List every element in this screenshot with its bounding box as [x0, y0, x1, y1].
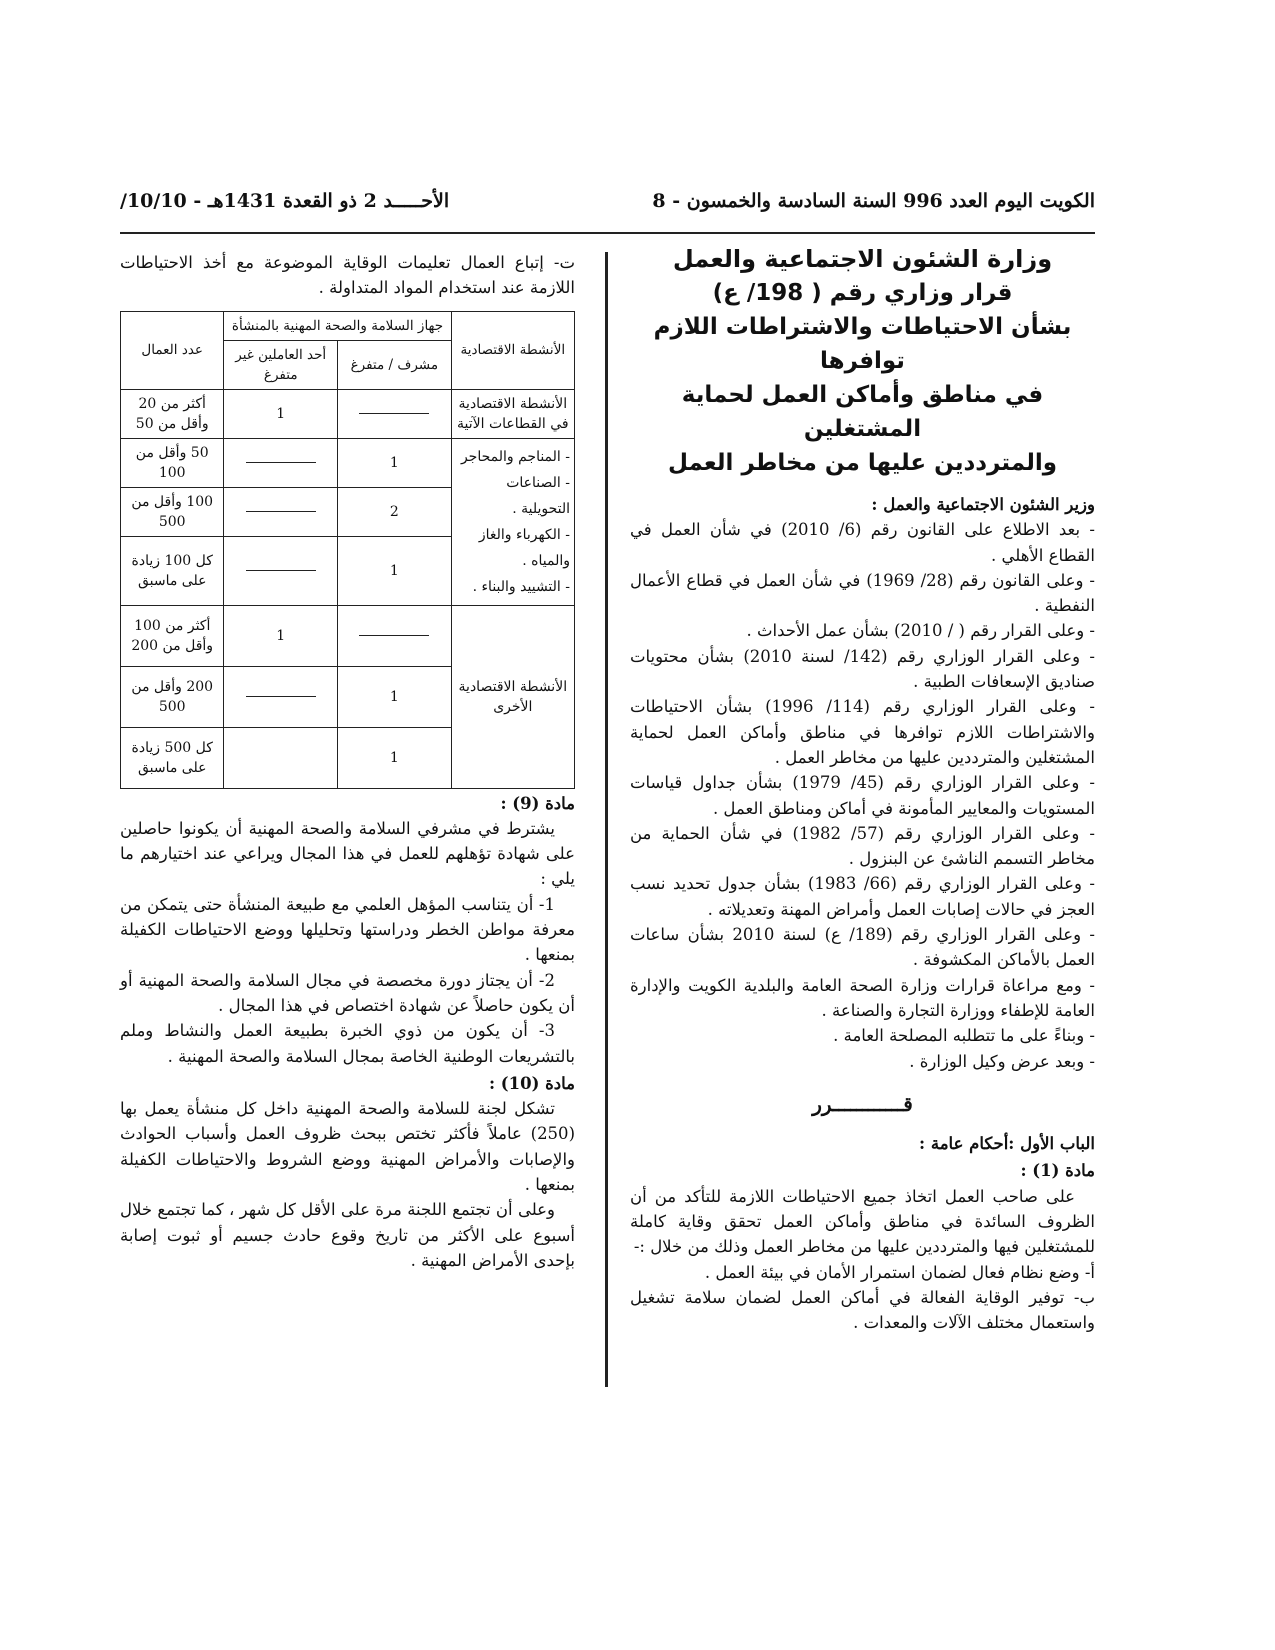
item-t: ت- إتباع العمال تعليمات الوقاية الموضوعة مع أخذ الاحتياطات اللازمة عند استخدام المواد المتداولة . — [120, 253, 575, 298]
table-row — [121, 389, 575, 438]
header-rule — [120, 232, 1095, 234]
empty-dash — [246, 696, 316, 697]
cell-worker — [224, 536, 338, 605]
preamble-item: - وعلى القرار الوزاري رقم (114/ 1996) بشأن الاحتياطات والاشتراطات اللازم توافرها في مناطق وأماكن العمل لحماية المشتغلين والمترددين عليها من مخاطر العمل . — [630, 697, 1095, 767]
minister-line: وزير الشئون الاجتماعية والعمل : — [871, 495, 1095, 514]
empty-dash — [246, 570, 316, 571]
issue-date: الأحـــــد 2 ذو القعدة 1431هـ - 10/10/ — [120, 190, 450, 212]
preamble-item: - بعد الاطلاع على القانون رقم (6/ 2010) في شأن العمل في القطاع الأهلي . — [630, 520, 1095, 565]
cell-worker — [224, 666, 338, 727]
article-1-heading: مادة (1) : — [1020, 1161, 1095, 1181]
column-divider — [605, 252, 608, 1387]
cell-supervisor: 1 — [338, 727, 452, 788]
issue-info: الكويت اليوم العدد 996 السنة السادسة والخمسون - 8 — [652, 190, 1095, 212]
decree-number: قرار وزاري رقم ( 198/ ع) — [712, 280, 1013, 306]
th-workers-count: عدد العمال — [121, 311, 224, 389]
th-osh-group: جهاز السلامة والصحة المهنية بالمنشأة — [224, 311, 451, 340]
sector-item: - الكهرباء والغاز والمياه . — [478, 526, 570, 569]
decree-subject-line: بشأن الاحتياطات والاشتراطات اللازم توافرها — [653, 314, 1072, 374]
article-9-heading: مادة (9) : — [500, 793, 575, 813]
preamble-item: - وعلى القانون رقم (28/ 1969) في شأن العمل في قطاع الأعمال النفطية . — [630, 570, 1096, 616]
left-column — [120, 250, 575, 1273]
cell-workers: 50 وأقل من 100 — [121, 438, 224, 487]
page-header — [120, 190, 1095, 224]
preamble-item: - وبناءً على ما تتطلبه المصلحة العامة . — [833, 1026, 1095, 1046]
article-1-item: أ- وضع نظام فعال لضمان استمرار الأمان في بيئة العمل . — [704, 1262, 1095, 1282]
article-1-text: على صاحب العمل اتخاذ جميع الاحتياطات اللازمة للتأكد من أن الظروف السائدة في مناطق وأماكن العمل تحقق وقاية كاملة للمشتغلين فيها والمترددين عليها من مخاطر العمل وذلك من خلال :- — [630, 1186, 1095, 1257]
cell-supervisor — [338, 605, 452, 666]
cell-workers: كل 100 زيادة على ماسبق — [121, 536, 224, 605]
th-worker: أحد العاملين غير متفرغ — [224, 340, 338, 389]
cell-workers: 100 وأقل من 500 — [121, 487, 224, 536]
article-9-item: 3- أن يكون من ذوي الخبرة بطبيعة العمل والنشاط وملم بالتشريعات الوطنية الخاصة بمجال السلامة والصحة المهنية . — [120, 1021, 575, 1066]
cell-worker: 1 — [224, 605, 338, 666]
cell-worker — [224, 727, 338, 788]
cell-supervisor: 2 — [338, 487, 452, 536]
ministry-name: وزارة الشئون الاجتماعية والعمل — [672, 245, 1053, 273]
article-10-heading: مادة (10) : — [488, 1073, 575, 1093]
article-9-intro: يشترط في مشرفي السلامة والصحة المهنية أن يكونوا حاصلين على شهادة تؤهلهم للعمل في هذا المجال ويراعي عند اختيارهم ما يلي : — [120, 818, 575, 889]
cell-supervisor — [338, 389, 452, 438]
article-9-item: 1- أن يتناسب المؤهل العلمي مع طبيعة المنشأة حتى يتمكن من معرفة مواطن الخطر ودراستها وتحليلها ووضع الاحتياطات الكفيلة بمنعها . — [120, 894, 575, 965]
decision-heading: قــــــــــــرر — [812, 1091, 913, 1116]
empty-dash — [359, 413, 429, 414]
preamble-item: - وعلى القرار الوزاري رقم (142/ لسنة 2010) بشأن محتويات صناديق الإسعافات الطبية . — [630, 646, 1095, 692]
article-10-para: وعلى أن تجتمع اللجنة مرة على الأقل كل شهر ، كما تجتمع خلال أسبوع على الأكثر من تاريخ وقوع حادث جسيم أو ثبوت إصابة بإحدى الأمراض المهنية . — [120, 1200, 575, 1270]
preamble-item: - ومع مراعاة قرارات وزارة الصحة العامة والبلدية الكويت والإدارة العامة للإطفاء ووزارة التجارة والصناعة . — [630, 975, 1095, 1020]
group2-label: الأنشطة الاقتصادية الأخرى — [451, 605, 574, 788]
empty-dash — [246, 511, 316, 512]
cell-supervisor: 1 — [338, 536, 452, 605]
article-9-item: 2- أن يجتاز دورة مخصصة في مجال السلامة والصحة المهنية أو أن يكون حاصلاً عن شهادة اختصاص في هذا المجال . — [120, 970, 575, 1015]
cell-workers: 200 وأقل من 500 — [121, 666, 224, 727]
preamble-item: - وعلى القرار الوزاري رقم (189/ ع) لسنة 2010 بشأن ساعات العمل بالأماكن المكشوفة . — [630, 925, 1095, 970]
th-supervisor: مشرف / متفرغ — [338, 340, 452, 389]
decree-title — [630, 242, 1095, 480]
right-column — [630, 242, 1095, 1336]
group1-label: الأنشطة الاقتصادية في القطاعات الآتية — [451, 389, 574, 438]
th-activities: الأنشطة الاقتصادية — [451, 311, 574, 389]
empty-dash — [246, 462, 316, 463]
preamble-item: - وعلى القرار الوزاري رقم (57/ 1982) في شأن الحماية من مخاطر التسمم الناشئ عن البنزول . — [630, 823, 1095, 869]
table-row — [121, 438, 575, 487]
table-row — [121, 605, 575, 666]
group1-sectors — [451, 438, 574, 605]
decree-subject-line: في مناطق وأماكن العمل لحماية المشتغلين — [681, 382, 1044, 442]
sector-item: - الصناعات التحويلية . — [506, 474, 570, 517]
preamble-item: - وعلى القرار الوزاري رقم (66/ 1983) بشأن جدول تحديد نسب العجز في حالات إصابات العمل وأمراض المهنة وتعديلاته . — [630, 874, 1095, 919]
article-1-item: ب- توفير الوقاية الفعالة في أماكن العمل لضمان سلامة تشغيل واستعمال مختلف الآلات والمعدات . — [630, 1287, 1095, 1333]
cell-workers: أكثر من 100 وأقل من 200 — [121, 605, 224, 666]
osh-staffing-table — [120, 311, 575, 789]
preamble-item: - وبعد عرض وكيل الوزارة . — [909, 1051, 1095, 1071]
sector-item: - التشييد والبناء . — [472, 578, 570, 595]
cell-worker: 1 — [224, 389, 338, 438]
preamble-item: - وعلى القرار الوزاري رقم (45/ 1979) بشأن جداول قياسات المستويات والمعايير المأمونة في أماكن ومناطق العمل . — [630, 773, 1095, 818]
empty-dash — [359, 635, 429, 636]
cell-supervisor: 1 — [338, 438, 452, 487]
sector-item: - المناجم والمحاجر — [460, 448, 570, 465]
cell-workers: أكثر من 20 وأقل من 50 — [121, 389, 224, 438]
article-10-para: تشكل لجنة للسلامة والصحة المهنية داخل كل منشأة يعمل بها (250) عاملاً فأكثر تختص ببحث ظروف العمل وأسباب الحوادث والإصابات والأمراض المهنية ووضع الشروط والاحتياطات الكفيلة بمنعها . — [120, 1099, 575, 1195]
cell-worker — [224, 487, 338, 536]
preamble-item: - وعلى القرار رقم ( / 2010) بشأن عمل الأحداث . — [746, 621, 1095, 641]
chapter-heading: الباب الأول :أحكام عامة : — [919, 1134, 1095, 1154]
cell-supervisor: 1 — [338, 666, 452, 727]
cell-worker — [224, 438, 338, 487]
cell-workers: كل 500 زيادة على ماسبق — [121, 727, 224, 788]
decree-subject-line: والمترددين عليها من مخاطر العمل — [667, 450, 1058, 476]
